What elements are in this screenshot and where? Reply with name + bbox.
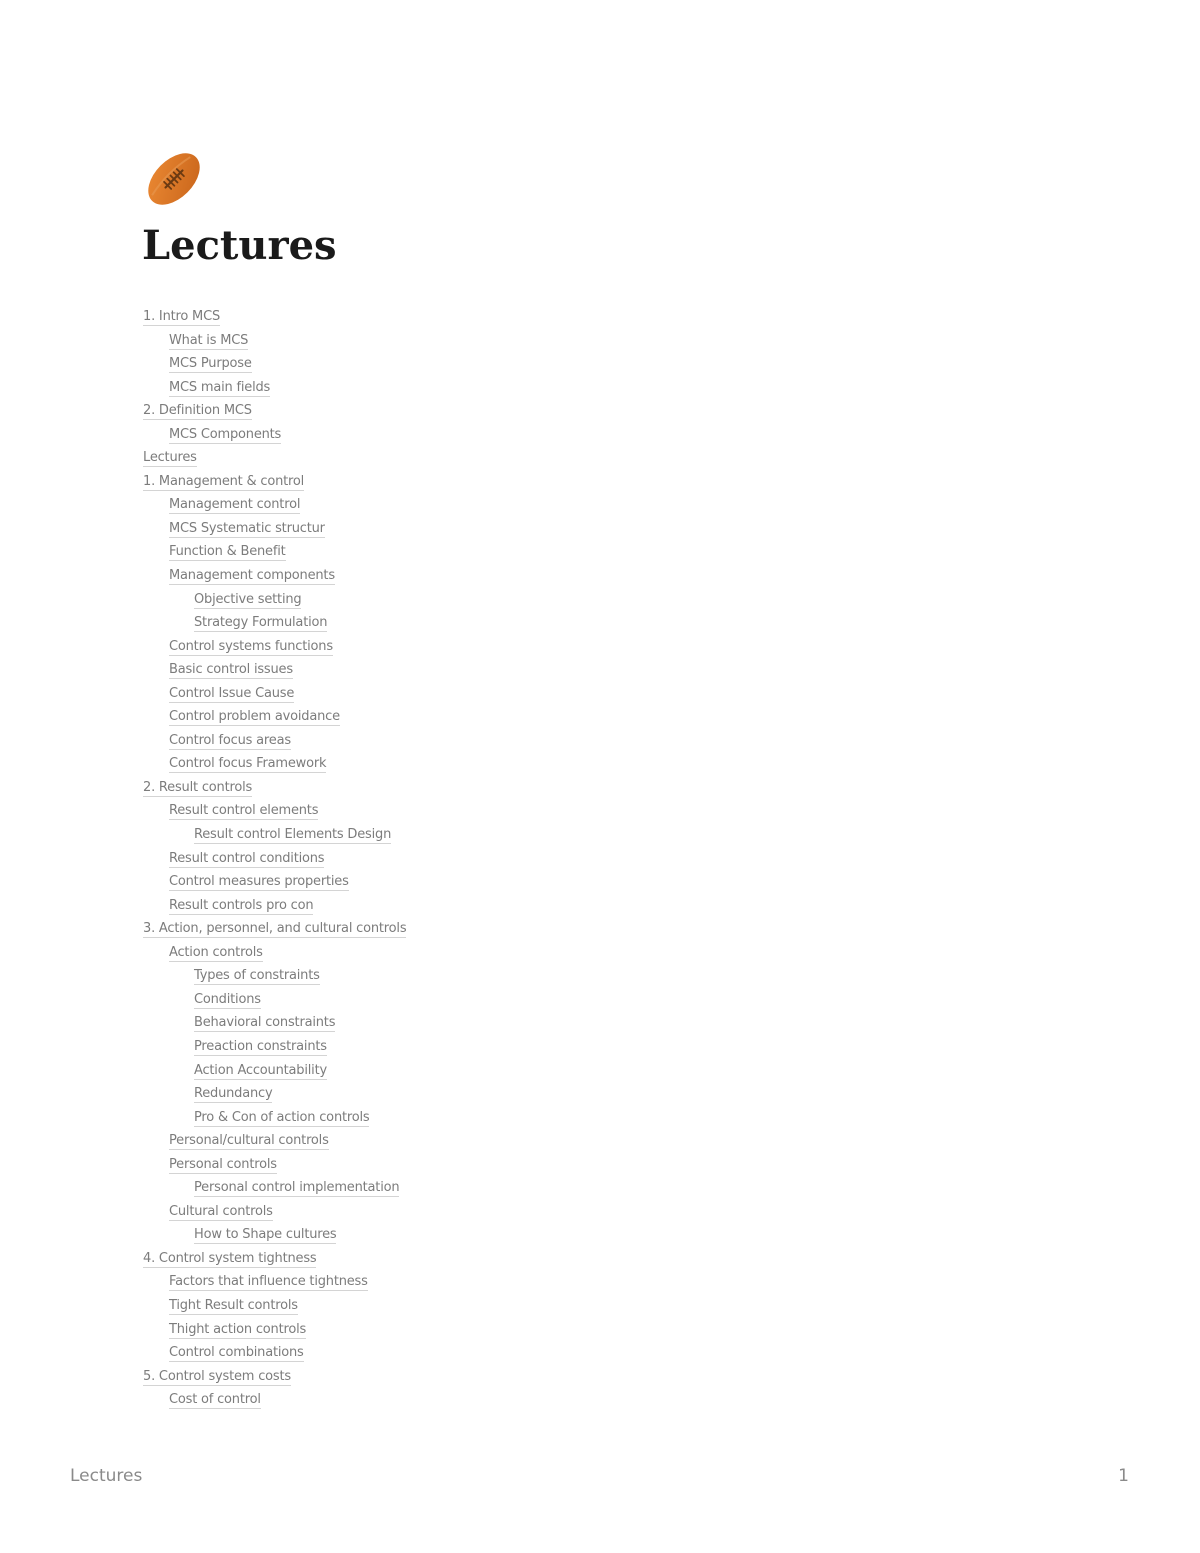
- toc-link[interactable]: Cost of control: [169, 1392, 261, 1408]
- toc-item: [143, 892, 406, 916]
- toc-link[interactable]: Conditions: [194, 991, 261, 1007]
- toc-item: [143, 1339, 406, 1363]
- toc-item: [143, 1245, 406, 1269]
- toc-item: [143, 1127, 406, 1151]
- toc-link[interactable]: Control measures properties: [169, 874, 349, 890]
- toc-link[interactable]: Pro & Con of action controls: [194, 1109, 370, 1125]
- toc-item: [143, 774, 406, 798]
- toc-link[interactable]: Objective setting: [194, 591, 302, 607]
- toc-link[interactable]: 1. Intro MCS: [143, 309, 220, 324]
- toc-link[interactable]: Types of constraints: [194, 968, 320, 984]
- toc-link[interactable]: Lectures: [143, 450, 197, 466]
- toc-item: [143, 1363, 406, 1387]
- toc-link[interactable]: Result control Elements Design: [194, 827, 392, 843]
- toc-link[interactable]: Management control: [169, 497, 301, 513]
- toc-link[interactable]: Personal/cultural controls: [169, 1133, 329, 1149]
- toc-item: [143, 1268, 406, 1292]
- toc-item: [143, 633, 406, 657]
- toc-item: [143, 1221, 406, 1245]
- toc-item: [143, 586, 406, 610]
- toc-item: [143, 538, 406, 562]
- toc-link[interactable]: Cultural controls: [169, 1203, 273, 1219]
- toc-item: [143, 727, 406, 751]
- toc-item: [143, 444, 406, 468]
- toc-link[interactable]: Behavioral constraints: [194, 1015, 336, 1031]
- toc-link[interactable]: Control combinations: [169, 1345, 304, 1361]
- toc-item: [143, 1151, 406, 1175]
- toc-item: [143, 1033, 406, 1057]
- toc-item: [143, 1292, 406, 1316]
- toc-item: [143, 303, 406, 327]
- toc-link[interactable]: Result control elements: [169, 803, 319, 819]
- toc-item: [143, 1316, 406, 1340]
- page-title: Lectures: [142, 222, 337, 269]
- toc-link[interactable]: Control systems functions: [169, 638, 333, 654]
- toc-item: [143, 1057, 406, 1081]
- toc-item: [143, 350, 406, 374]
- toc-item: [143, 491, 406, 515]
- toc-link[interactable]: Factors that influence tightness: [169, 1274, 368, 1290]
- toc-item: [143, 703, 406, 727]
- toc-item: [143, 397, 406, 421]
- toc-link[interactable]: Tight Result controls: [169, 1297, 298, 1313]
- toc-link[interactable]: Action controls: [169, 944, 263, 960]
- toc-link[interactable]: What is MCS: [169, 332, 249, 348]
- footer-title: Lectures: [70, 1466, 143, 1486]
- toc-link[interactable]: Personal control implementation: [194, 1180, 400, 1196]
- toc-link[interactable]: 5. Control system costs: [143, 1368, 291, 1384]
- toc-item: [143, 797, 406, 821]
- toc-link[interactable]: Control focus areas: [169, 732, 291, 748]
- toc-item: [143, 374, 406, 398]
- toc-item: [143, 821, 406, 845]
- toc-link[interactable]: 2. Definition MCS: [143, 403, 252, 419]
- toc-item: [143, 1386, 406, 1410]
- toc-link[interactable]: Control focus Framework: [169, 756, 327, 772]
- toc-item: [143, 1080, 406, 1104]
- toc-item: [143, 680, 406, 704]
- toc-link[interactable]: Control problem avoidance: [169, 709, 340, 725]
- toc-link[interactable]: Basic control issues: [169, 662, 293, 678]
- toc-link[interactable]: 3. Action, personnel, and cultural controls: [143, 921, 407, 937]
- toc-link[interactable]: 1. Management & control: [143, 473, 305, 489]
- toc-item: [143, 656, 406, 680]
- toc-item: [143, 986, 406, 1010]
- toc-item: [143, 915, 406, 939]
- toc-link[interactable]: Management components: [169, 568, 335, 584]
- toc-link[interactable]: MCS Components: [169, 426, 282, 442]
- toc-link[interactable]: Redundancy: [194, 1086, 273, 1102]
- toc-item: [143, 1104, 406, 1128]
- toc-link[interactable]: Result controls pro con: [169, 897, 314, 913]
- toc-link[interactable]: Strategy Formulation: [194, 615, 328, 631]
- toc-item: [143, 1174, 406, 1198]
- toc-link[interactable]: 4. Control system tightness: [143, 1250, 317, 1266]
- toc-item: [143, 609, 406, 633]
- toc-link[interactable]: MCS Systematic structur: [169, 520, 325, 536]
- toc-link[interactable]: How to Shape cultures: [194, 1227, 337, 1243]
- toc-link[interactable]: Action Accountability: [194, 1062, 327, 1078]
- toc-link[interactable]: Function & Benefit: [169, 544, 286, 560]
- toc-link[interactable]: MCS Purpose: [169, 356, 252, 372]
- toc-item: [143, 750, 406, 774]
- rugby-football-icon: [143, 148, 205, 210]
- toc-link[interactable]: Personal controls: [169, 1156, 277, 1172]
- toc-item: [143, 962, 406, 986]
- toc-item: [143, 1198, 406, 1222]
- toc-item: [143, 562, 406, 586]
- table-of-contents: [143, 303, 406, 1410]
- toc-link[interactable]: Preaction constraints: [194, 1038, 327, 1054]
- toc-link[interactable]: Control Issue Cause: [169, 685, 295, 701]
- toc-item: [143, 421, 406, 445]
- toc-item: [143, 515, 406, 539]
- toc-item: [143, 939, 406, 963]
- toc-link[interactable]: Thight action controls: [169, 1321, 307, 1337]
- footer-page-number: 1: [1118, 1466, 1129, 1486]
- toc-item: [143, 845, 406, 869]
- toc-link[interactable]: Result control conditions: [169, 850, 325, 866]
- toc-item: [143, 1009, 406, 1033]
- toc-item: [143, 468, 406, 492]
- toc-link[interactable]: 2. Result controls: [143, 779, 253, 795]
- toc-link[interactable]: MCS main fields: [169, 379, 271, 395]
- toc-item: [143, 868, 406, 892]
- toc-item: [143, 327, 406, 351]
